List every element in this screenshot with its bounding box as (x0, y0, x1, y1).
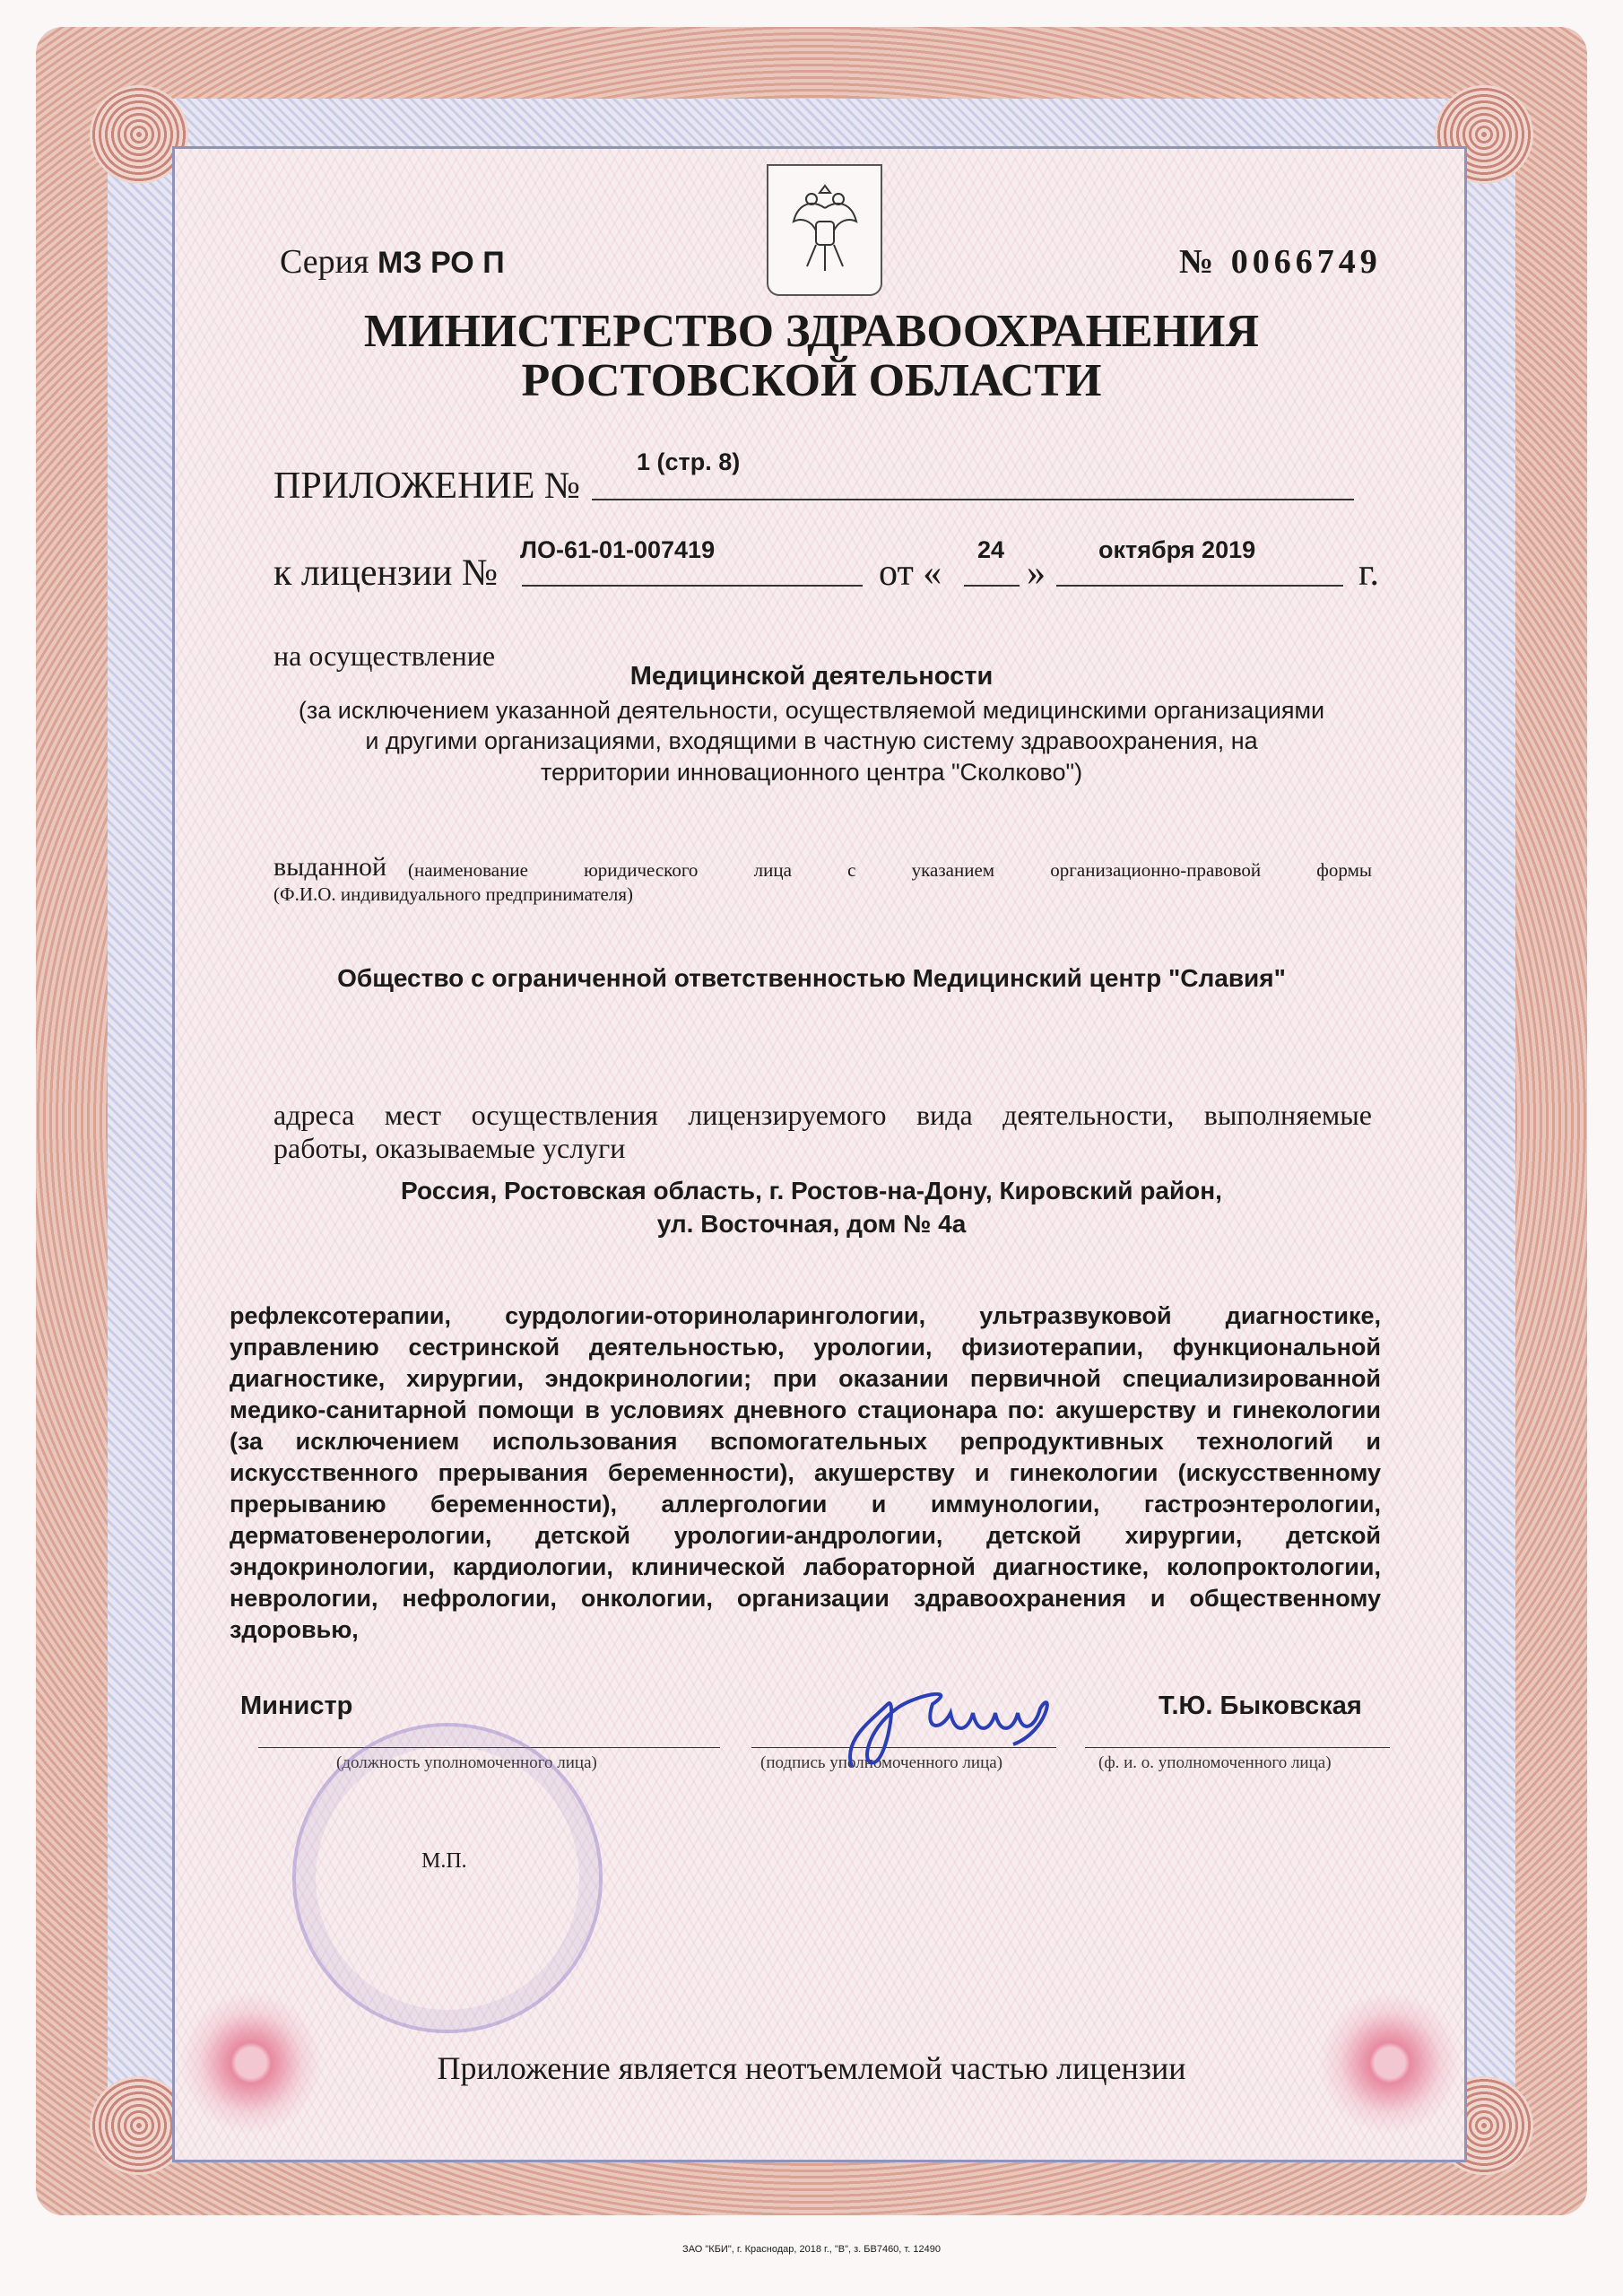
address-line1: Россия, Ростовская область, г. Ростов-на-Дону, Кировский район, (401, 1177, 1222, 1205)
date-from-label: от « (879, 552, 942, 594)
quote-close: » (1027, 552, 1046, 594)
month-underline (1056, 585, 1343, 587)
activity-label: на осуществление (273, 639, 496, 672)
caption-position: (должность уполномоченного лица) (336, 1753, 597, 1772)
appendix-label: ПРИЛОЖЕНИЕ № (273, 465, 580, 507)
license-month-year: октября 2019 (1098, 536, 1256, 563)
license-label: к лицензии № (273, 552, 499, 594)
year-suffix: г. (1358, 552, 1379, 594)
coat-of-arms-emblem (767, 164, 882, 296)
seal-label: М.П. (421, 1849, 467, 1873)
name-line (1085, 1747, 1390, 1748)
ministry-title-line1: МИНИСТЕРСТВО ЗДРАВООХРАНЕНИЯ (363, 306, 1260, 357)
activity-note-line: (за исключением указанной деятельности, осуществляемой медицинскими организациями (298, 697, 1325, 724)
license-day: 24 (977, 536, 1005, 563)
issued-label: выданной (273, 852, 387, 882)
caption-signature: (подпись уполномоченного лица) (760, 1753, 1003, 1772)
activity-name: Медицинской деятельности (629, 662, 994, 691)
appendix-number: 1 (стр. 8) (637, 448, 741, 475)
series-label: Серия МЗ РО П (280, 243, 505, 281)
activity-note-line: и другими организациями, входящими в частную систему здравоохранения, на (365, 727, 1258, 754)
official-seal (292, 1723, 603, 2033)
license-number: ЛО-61-01-007419 (520, 536, 716, 563)
address-label-line2: работы, оказываемые услуги (273, 1132, 626, 1164)
appendix-underline (592, 499, 1354, 500)
activity-note-line: территории инновационного центра "Сколково") (540, 759, 1083, 786)
organization-name: Общество с ограниченной ответственностью Медицинский центр "Славия" (337, 964, 1286, 992)
double-headed-eagle-icon (785, 181, 865, 280)
issued-hint-line1: (наименование юридического лица с указанием организационно-правовой формы (408, 859, 1372, 881)
licensed-services-text: рефлексотерапии, сурдологии-оториноларингологии, ультразвуковой диагностике, управлению сестринской деятельностью, урологии, физиотерапии, функциональной диагностике, хирургии, эндокринологии; при оказании первичной специализированной медико-санитарной помощи в условиях дневного стационара по: акушерству и гинекологии (за исключением использования вспомогательных репродуктивных технологий и искусственного прерывания беременности), акушерству и гинекологии (искусственному прерыванию беременности), аллергологии и иммунологии, гастроэнтерологии, дерматовенерологии, детской урологии-андрологии, детской хирургии, детской эндокринологии, кардиологии, клинической лабораторной диагностике, колопроктологии, неврологии, нефрологии, онкологии, организации здравоохранения и общественному здоровью, (230, 1302, 1381, 1643)
address-label-line1: адреса мест осуществления лицензируемого вида деятельности, выполняемые (273, 1099, 1372, 1131)
signatory-name: Т.Ю. Быковская (1159, 1692, 1362, 1720)
signatory-position: Министр (240, 1692, 353, 1720)
issued-hint-line2: (Ф.И.О. индивидуального предпринимателя) (273, 883, 633, 905)
form-number: № 0066749 (1179, 243, 1382, 281)
caption-name: (ф. и. о. уполномоченного лица) (1098, 1753, 1332, 1772)
footer-statement: Приложение является неотъемлемой частью лицензии (437, 2050, 1186, 2086)
day-underline (964, 585, 1020, 587)
printer-imprint: ЗАО "КБИ", г. Краснодар, 2018 г., "В", з. БВ7460, т. 12490 (682, 2244, 941, 2255)
handwritten-signature (834, 1668, 1076, 1776)
address-line2: ул. Восточная, дом № 4а (656, 1210, 967, 1238)
license-number-underline (522, 585, 863, 587)
ministry-title-line2: РОСТОВСКОЙ ОБЛАСТИ (521, 355, 1102, 406)
